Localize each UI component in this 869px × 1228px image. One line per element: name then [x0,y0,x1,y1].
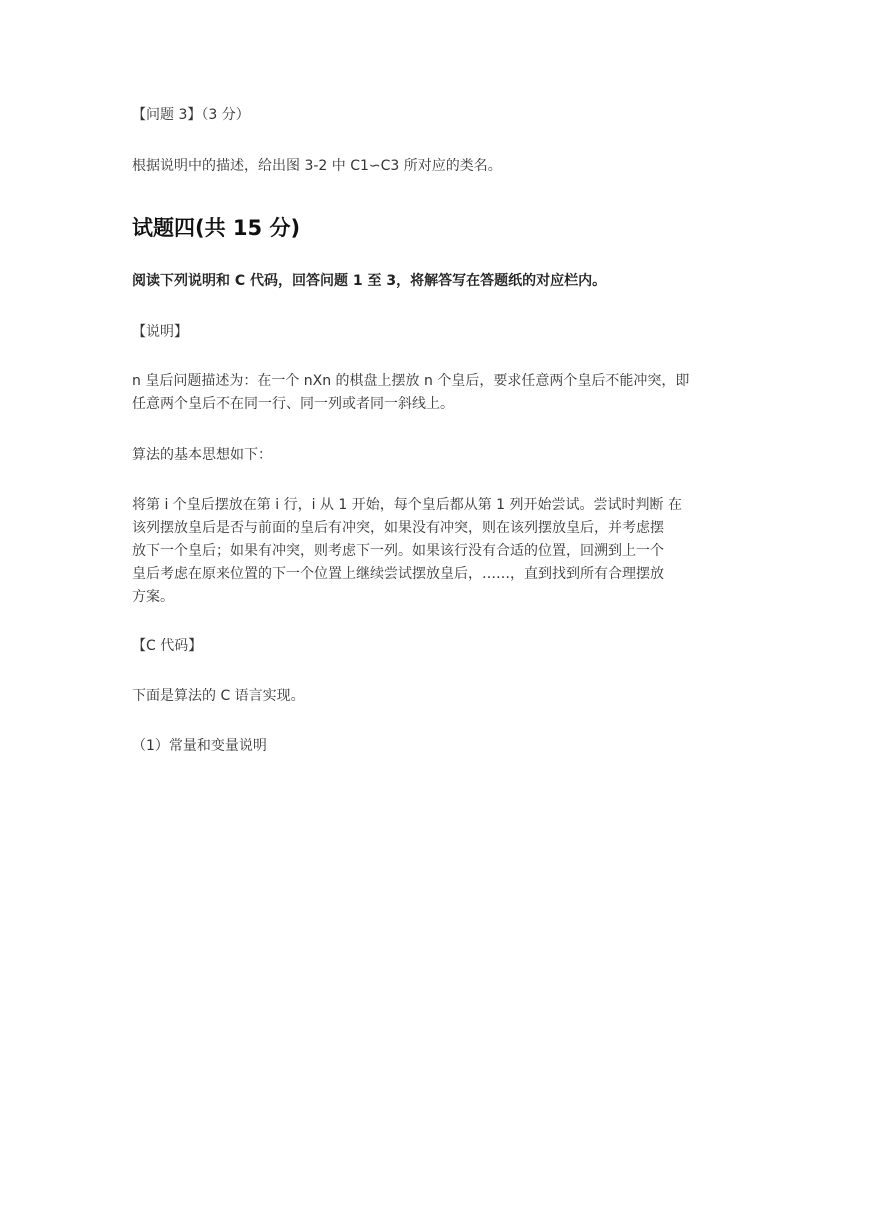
code-intro: 下面是算法的 C 语言实现。 [132,688,305,704]
description-paragraph-1 [132,370,738,416]
paragraph-line: 放下一个皇后；如果有冲突，则考虑下一列。如果该行没有合适的位置，回溯到上一个 [132,543,664,559]
problem3-heading: 【问题 3】（3 分） [132,107,250,123]
section4-title: 试题四(共 15 分) [132,216,301,240]
description-paragraph-2: 算法的基本思想如下： [132,447,272,463]
code-subsection-1: （1）常量和变量说明 [132,738,267,754]
paragraph-line: 该列摆放皇后是否与前面的皇后有冲突，如果没有冲突，则在该列摆放皇后，并考虑摆 [132,520,664,536]
paragraph-line: 任意两个皇后不在同一行、同一列或者同一斜线上。 [132,396,454,412]
paragraph-line: 方案。 [132,589,174,605]
section4-instruction: 阅读下列说明和 C 代码，回答问题 1 至 3，将解答写在答题纸的对应栏内。 [132,273,607,289]
paragraph-line: 皇后考虑在原来位置的下一个位置上继续尝试摆放皇后，……，直到找到所有合理摆放 [132,566,664,582]
code-heading: 【C 代码】 [132,638,203,654]
paragraph-line: n 皇后问题描述为：在一个 nXn 的棋盘上摆放 n 个皇后，要求任意两个皇后不能冲突，即 [132,373,690,389]
paragraph-line: 将第 i 个皇后摆放在第 i 行，i 从 1 开始，每个皇后都从第 1 列开始尝试。尝试时判断 在 [132,497,682,513]
description-paragraph-3 [132,494,738,609]
problem3-text: 根据说明中的描述，给出图 3-2 中 C1∽C3 所对应的类名。 [132,158,502,174]
description-heading: 【说明】 [132,324,188,340]
